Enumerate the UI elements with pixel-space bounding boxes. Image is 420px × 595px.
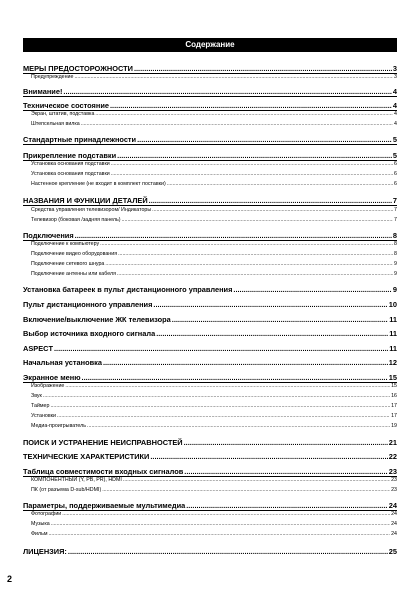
toc-leader-dots — [102, 487, 390, 493]
toc-subentry — [23, 241, 397, 247]
toc-entry-title: Внимание! — [23, 87, 63, 96]
toc-page-number: 7 — [394, 207, 397, 213]
toc-leader-dots — [233, 285, 391, 294]
toc-entry-title: Изображение — [31, 383, 65, 389]
toc-subentry — [23, 74, 397, 80]
toc-entry-title: Медиа-проигрыватель — [31, 423, 87, 429]
toc-entry-title: Включение/выключение ЖК телевизора — [23, 315, 171, 324]
toc-leader-dots — [111, 161, 393, 167]
toc-page-number: 11 — [389, 344, 397, 353]
toc-entry-title: Подключение к компьютеру — [31, 241, 100, 247]
toc-page-number: 6 — [394, 181, 397, 187]
toc-entry-title: Установка основания подставки — [31, 161, 110, 167]
toc-page-number: 24 — [388, 501, 397, 510]
page-number: 2 — [7, 574, 13, 584]
toc-entry-title: Настенное крепление (не входит в комплект поставки) — [31, 181, 166, 187]
toc-entry-title: ПОИСК И УСТРАНЕНИЕ НЕИСПРАВНОСТЕЙ — [23, 438, 183, 447]
toc-entry-title: Выбор источника входного сигнала — [23, 329, 156, 338]
toc-entry — [23, 135, 397, 145]
toc-page-number: 24 — [391, 531, 397, 537]
toc-entry-title: Телевизор (боковая /задняя панель) — [31, 217, 121, 223]
toc-subentry — [23, 111, 397, 117]
toc-subentry — [23, 413, 397, 419]
toc-page-number: 4 — [392, 87, 397, 96]
toc-subentry — [23, 171, 397, 177]
toc-entry-title: Начальная установка — [23, 358, 102, 367]
toc-subentry — [23, 383, 397, 389]
toc-page-number: 24 — [391, 521, 397, 527]
toc-page-number: 11 — [389, 329, 397, 338]
toc-entry-title: Таблица совместимости входных сигналов — [23, 467, 184, 476]
toc-leader-dots — [137, 135, 392, 144]
toc-subentry — [23, 271, 397, 277]
toc-leader-dots — [105, 261, 393, 267]
toc-entry-title: Установка основания подставки — [31, 171, 110, 177]
toc-page-number: 17 — [391, 413, 397, 419]
toc-entry-title: Подключение сетевого шнура — [31, 261, 105, 267]
toc-entry — [23, 315, 397, 324]
toc-leader-dots — [103, 358, 388, 367]
toc-entry-title: Стандартные принадлежности — [23, 135, 137, 144]
toc-leader-dots — [134, 64, 392, 73]
toc-leader-dots — [87, 423, 390, 429]
toc-entry — [23, 285, 397, 294]
toc-leader-dots — [167, 181, 393, 187]
toc-leader-dots — [184, 438, 388, 447]
toc-page-number: 12 — [388, 358, 397, 367]
toc-entry-title: Параметры, поддерживаемые мультимедиа — [23, 501, 186, 510]
toc-entry-title: Штепсельная вилка — [31, 121, 80, 127]
toc-entry — [23, 151, 397, 161]
toc-page-number: 23 — [391, 477, 397, 483]
toc-leader-dots — [152, 207, 393, 213]
toc-entry-title: Техническое состояние — [23, 101, 109, 110]
toc-header: Содержание — [23, 38, 397, 52]
toc-subentry — [23, 261, 397, 267]
toc-entry-title: ASPECT — [23, 344, 53, 353]
toc-page-number: 16 — [391, 393, 397, 399]
toc-leader-dots — [184, 467, 387, 476]
toc-page-number: 4 — [394, 111, 397, 117]
toc-leader-dots — [63, 87, 391, 96]
toc-leader-dots — [117, 151, 392, 160]
toc-entry-title: Музыка — [31, 521, 50, 527]
toc-entry-title: МЕРЫ ПРЕДОСТОРОЖНОСТИ — [23, 64, 133, 73]
toc-leader-dots — [122, 217, 393, 223]
toc-entry-title: Предупреждение — [31, 74, 74, 80]
toc-page-number: 3 — [392, 64, 397, 73]
toc-leader-dots — [153, 300, 387, 309]
toc-subentry — [23, 217, 397, 223]
toc-page-number: 4 — [394, 121, 397, 127]
toc-entry — [23, 64, 397, 74]
toc-page-number: 7 — [394, 217, 397, 223]
toc-entry-title: КОМПОНЕНТНЫЙ (Y, PB, PR), HDMI — [31, 477, 122, 483]
toc-subentry — [23, 393, 397, 399]
toc-page-number: 22 — [388, 452, 397, 461]
toc-entry — [23, 501, 397, 511]
toc-leader-dots — [51, 521, 390, 527]
toc-entry — [23, 373, 397, 383]
toc-leader-dots — [62, 511, 390, 517]
toc-entry — [23, 452, 397, 461]
toc-page-number: 15 — [388, 373, 397, 382]
toc-entry-title: Прикрепление подставки — [23, 151, 117, 160]
toc-page-number: 10 — [388, 300, 397, 309]
toc-page-number: 23 — [388, 467, 397, 476]
toc-subentry — [23, 477, 397, 483]
toc-leader-dots — [50, 403, 390, 409]
toc-subentry — [23, 251, 397, 257]
toc-subentry — [23, 161, 397, 167]
toc-leader-dots — [48, 531, 390, 537]
toc-subentry — [23, 531, 397, 537]
toc-entry-title: Экранное меню — [23, 373, 81, 382]
toc-page-number: 5 — [392, 135, 397, 144]
toc-leader-dots — [43, 393, 390, 399]
toc-page-number: 25 — [388, 547, 397, 556]
toc-entry-title: ТЕХНИЧЕСКИЕ ХАРАКТЕРИСТИКИ — [23, 452, 150, 461]
toc-entry — [23, 231, 397, 241]
toc-page-number: 4 — [392, 101, 397, 110]
toc-entry-title: НАЗВАНИЯ И ФУНКЦИИ ДЕТАЛЕЙ — [23, 196, 148, 205]
toc-entry-title: ПК (от разъема D-sub/HDMI) — [31, 487, 102, 493]
toc-entry — [23, 300, 397, 309]
toc-entry — [23, 329, 397, 338]
toc-leader-dots — [81, 121, 393, 127]
toc-subentry — [23, 181, 397, 187]
toc-entry-title: Пульт дистанционного управления — [23, 300, 153, 309]
toc-page-number: 6 — [394, 171, 397, 177]
toc-entry — [23, 438, 397, 447]
toc-leader-dots — [110, 101, 392, 110]
toc-page-number: 7 — [392, 196, 397, 205]
toc-subentry — [23, 521, 397, 527]
toc-leader-dots — [75, 231, 392, 240]
toc-entry-title: Фотографии — [31, 511, 62, 517]
toc-page-number: 19 — [391, 423, 397, 429]
toc-entry-title: Звук — [31, 393, 42, 399]
toc-page-number: 9 — [392, 285, 397, 294]
toc-subentry — [23, 207, 397, 213]
toc-entry-title: Установки — [31, 413, 56, 419]
toc-subentry — [23, 487, 397, 493]
toc-page-number: 15 — [391, 383, 397, 389]
toc-subentry — [23, 511, 397, 517]
toc-leader-dots — [117, 271, 393, 277]
toc-page-number: 11 — [389, 315, 397, 324]
toc-entry-title: Средства управления телевизором/ Индикаторы — [31, 207, 152, 213]
toc-entry-title: Установка батареек в пульт дистанционного управления — [23, 285, 233, 294]
toc-page-number: 6 — [394, 161, 397, 167]
toc-entry-title: Экран, штатив, подставка — [31, 111, 95, 117]
toc-entry — [23, 467, 397, 477]
toc-page-number: 17 — [391, 403, 397, 409]
toc-leader-dots — [123, 477, 390, 483]
toc-page-number: 8 — [392, 231, 397, 240]
toc-page-number: 5 — [392, 151, 397, 160]
toc-subentry — [23, 403, 397, 409]
toc-page-number: 21 — [388, 438, 397, 447]
toc-leader-dots — [172, 315, 388, 324]
toc-entry — [23, 87, 397, 97]
toc-page-number: 9 — [394, 261, 397, 267]
toc-leader-dots — [68, 547, 388, 556]
toc-subentry — [23, 423, 397, 429]
toc-page-number: 23 — [391, 487, 397, 493]
toc-subentry — [23, 121, 397, 127]
toc-page-number: 9 — [394, 271, 397, 277]
toc-leader-dots — [111, 171, 393, 177]
toc-entry-title: Фильм — [31, 531, 48, 537]
toc-entry-title: Подключение видео оборудования — [31, 251, 118, 257]
toc-leader-dots — [82, 373, 388, 382]
toc-entry — [23, 358, 397, 367]
toc-entry — [23, 547, 397, 556]
toc-entry — [23, 101, 397, 111]
toc-entry — [23, 196, 397, 206]
toc-leader-dots — [156, 329, 388, 338]
toc-entry — [23, 344, 397, 353]
toc-page-number: 8 — [394, 241, 397, 247]
toc-leader-dots — [57, 413, 390, 419]
toc-entry-title: ЛИЦЕНЗИЯ: — [23, 547, 67, 556]
toc-leader-dots — [95, 111, 393, 117]
toc-leader-dots — [54, 344, 388, 353]
toc-leader-dots — [74, 74, 393, 80]
toc-leader-dots — [149, 196, 392, 205]
toc-page-number: 24 — [391, 511, 397, 517]
toc-page-number: 3 — [394, 74, 397, 80]
toc-leader-dots — [65, 383, 390, 389]
toc-entry-title: Таймер — [31, 403, 50, 409]
toc-leader-dots — [100, 241, 393, 247]
toc-entry-title: Подключения — [23, 231, 74, 240]
toc-entry-title: Подключение антенны или кабеля — [31, 271, 116, 277]
toc-leader-dots — [186, 501, 388, 510]
toc-page-number: 8 — [394, 251, 397, 257]
toc-leader-dots — [150, 452, 387, 461]
toc-leader-dots — [118, 251, 393, 257]
